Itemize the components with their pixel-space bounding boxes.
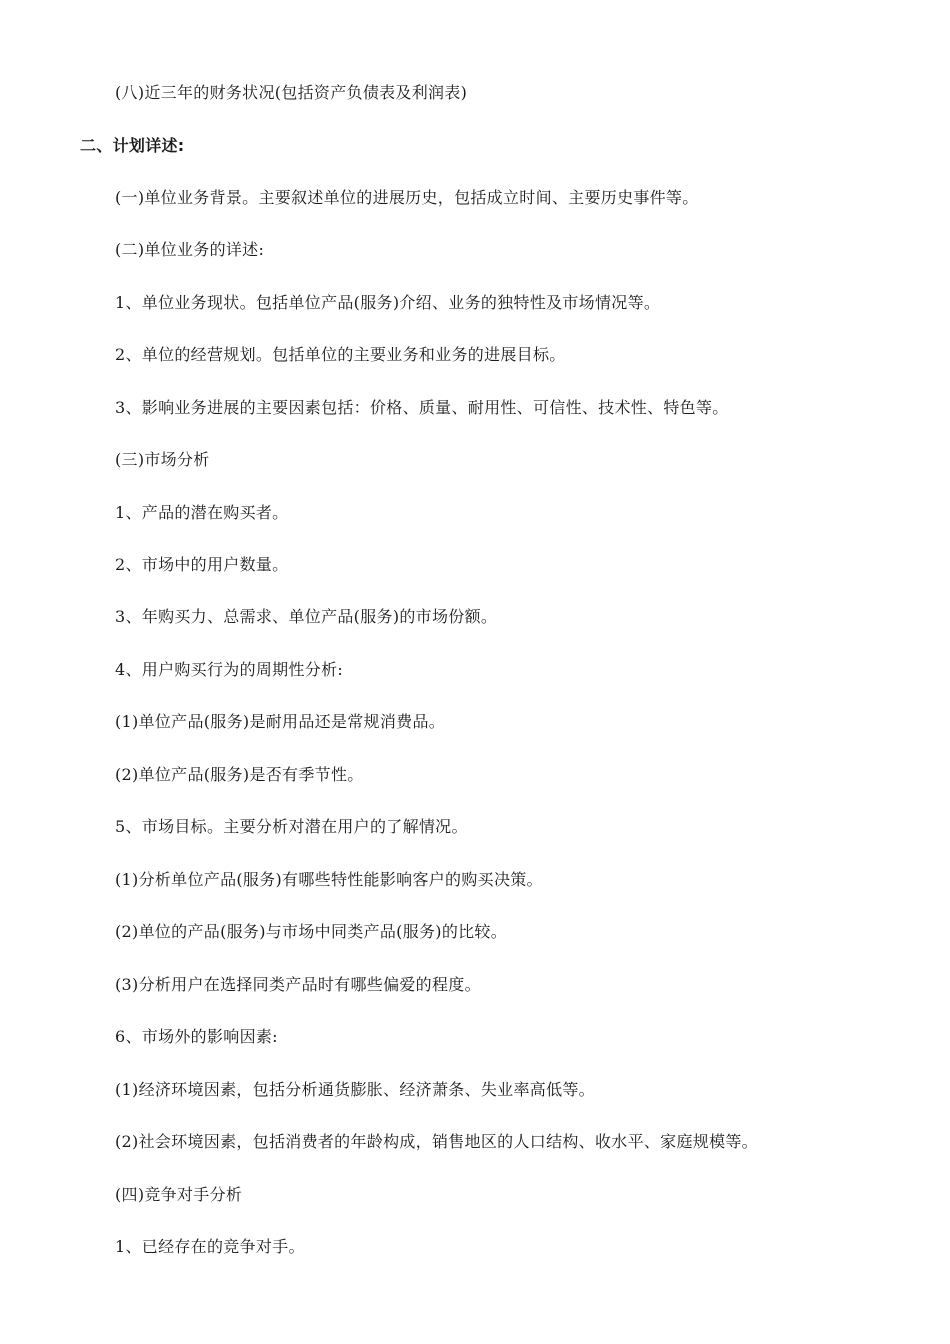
subsection-business-details: (二)单位业务的详述: — [115, 240, 265, 259]
sub-item-economic-factors: (1)经济环境因素，包括分析通货膨胀、经济萧条、失业率高低等。 — [115, 1080, 595, 1099]
list-item-existing-competitors: 1、已经存在的竞争对手。 — [115, 1237, 305, 1256]
list-item-market-target: 5、市场目标。主要分析对潜在用户的了解情况。 — [115, 817, 468, 836]
sub-item-product-features: (1)分析单位产品(服务)有哪些特性能影响客户的购买决策。 — [115, 870, 543, 889]
subsection-market-analysis: (三)市场分析 — [115, 450, 210, 469]
section-heading-plan-details: 二、计划详述: — [80, 136, 185, 155]
section-item-financial-status: (八)近三年的财务状况(包括资产负债表及利润表) — [115, 83, 468, 102]
list-item-key-factors: 3、影响业务进展的主要因素包括：价格、质量、耐用性、可信性、技术性、特色等。 — [115, 398, 729, 417]
list-item-purchase-cycle: 4、用户购买行为的周期性分析: — [115, 660, 344, 679]
sub-item-durable-goods: (1)单位产品(服务)是耐用品还是常规消费品。 — [115, 712, 446, 731]
subsection-competitor-analysis: (四)竞争对手分析 — [115, 1185, 243, 1204]
sub-item-social-factors: (2)社会环境因素，包括消费者的年龄构成，销售地区的人口结构、收水平、家庭规模等。 — [115, 1132, 758, 1151]
sub-item-user-preference: (3)分析用户在选择同类产品时有哪些偏爱的程度。 — [115, 975, 481, 994]
sub-item-seasonality: (2)单位产品(服务)是否有季节性。 — [115, 765, 364, 784]
list-item-user-count: 2、市场中的用户数量。 — [115, 555, 289, 574]
list-item-business-planning: 2、单位的经营规划。包括单位的主要业务和业务的进展目标。 — [115, 345, 566, 364]
subsection-business-background: (一)单位业务背景。主要叙述单位的进展历史，包括成立时间、主要历史事件等。 — [115, 188, 699, 207]
sub-item-product-comparison: (2)单位的产品(服务)与市场中同类产品(服务)的比较。 — [115, 922, 508, 941]
list-item-external-factors: 6、市场外的影响因素: — [115, 1027, 278, 1046]
list-item-potential-buyers: 1、产品的潜在购买者。 — [115, 503, 289, 522]
list-item-market-share: 3、年购买力、总需求、单位产品(服务)的市场份额。 — [115, 607, 498, 626]
list-item-business-status: 1、单位业务现状。包括单位产品(服务)介绍、业务的独特性及市场情况等。 — [115, 293, 661, 312]
